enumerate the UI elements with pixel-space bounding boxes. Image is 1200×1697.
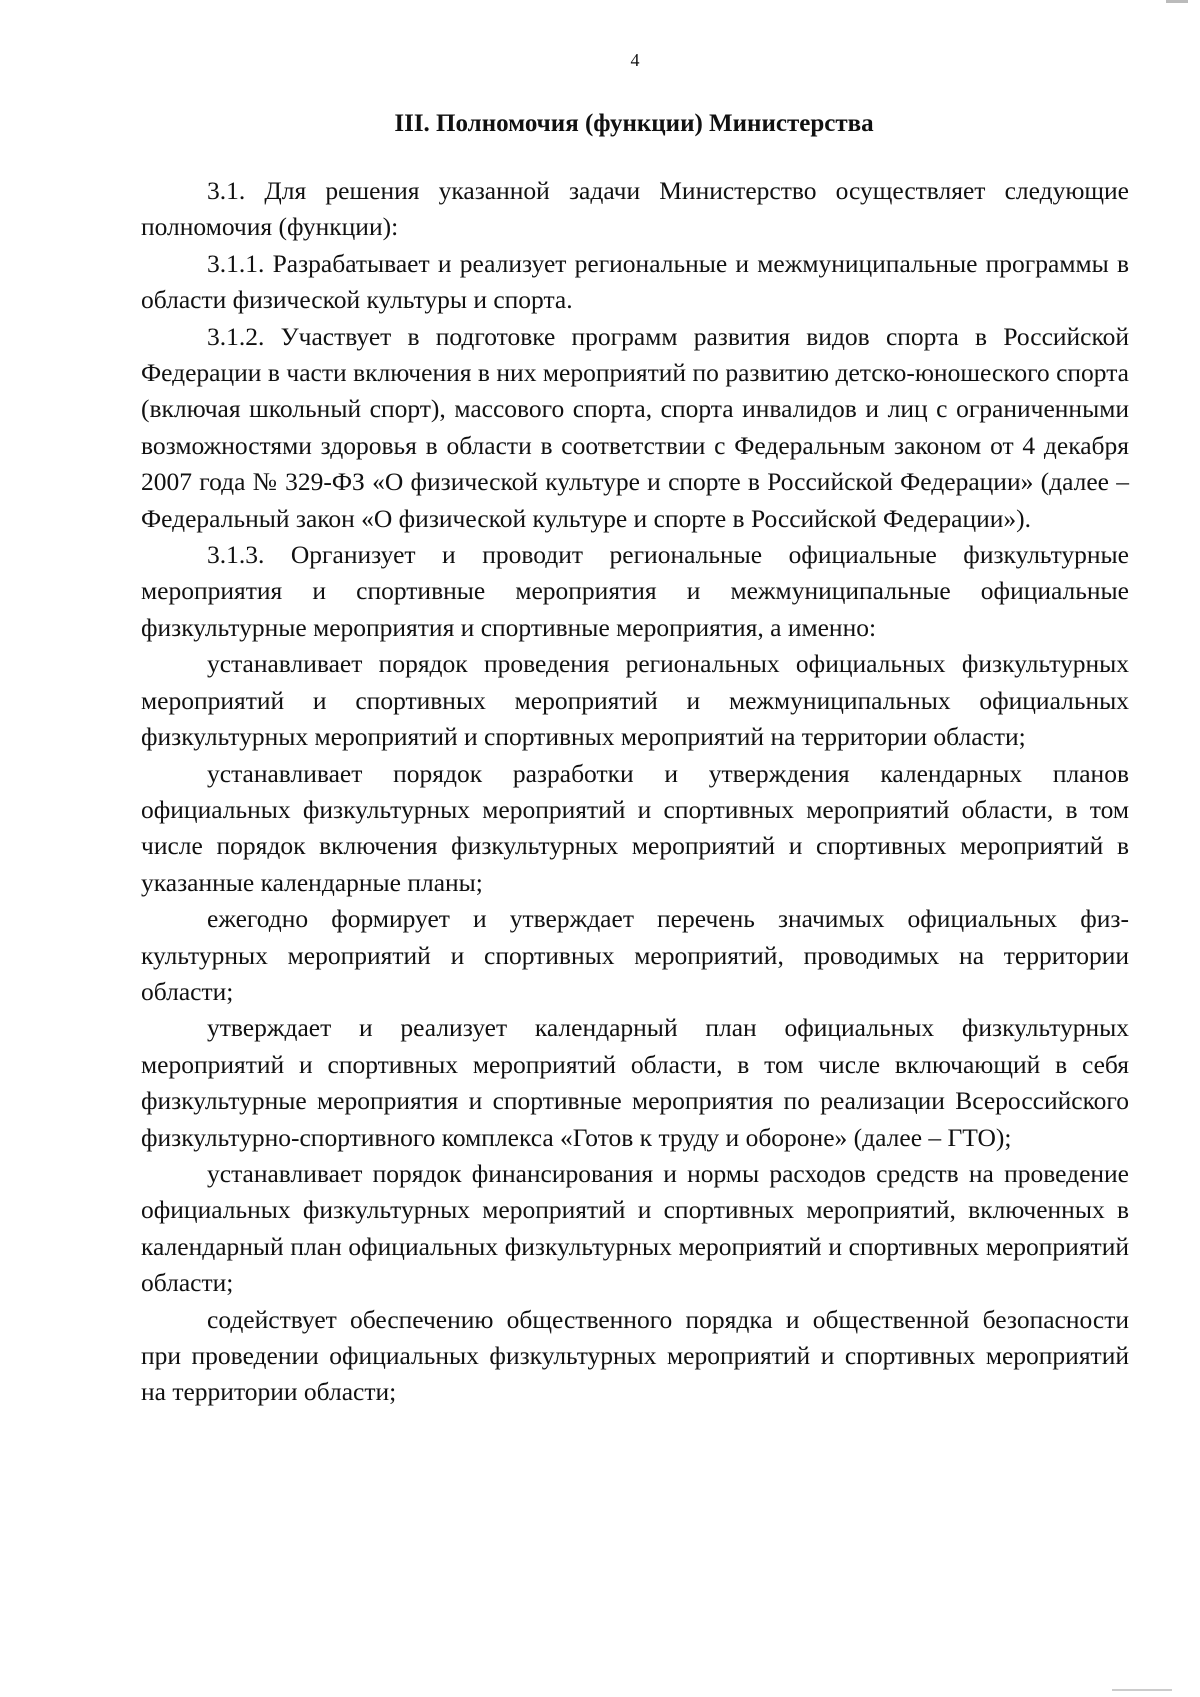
- list-item-procedure-calendar-plans: устанавливает порядок разработки и утверждения календарных планов официальных физкультурных мероприятий и спортивных мероприятий области, в том числе порядок включения физкультурных мероприятий и спортивных мероприятий в указанные календарные планы;: [141, 758, 1129, 897]
- page-number: 4: [630, 50, 640, 70]
- paragraph-3-1: 3.1. Для решения указанной задачи Министерство осуществляет следующие полномочия (функции):: [141, 176, 1129, 242]
- scan-edge-mark-top: [1166, 0, 1188, 3]
- scan-edge-mark-bottom: [1112, 1689, 1172, 1691]
- list-item-annual-list: ежегодно формирует и утверждает перечень значимых официальных физкультурных мероприятий и спортивных мероприятий, проводимых на территории области;: [141, 904, 1129, 1006]
- paragraph-3-1-3: 3.1.3. Организует и проводит региональные официальные физкультурные мероприятия и спортивные мероприятия и межмуниципальные официальные физкультурные мероприятия и спортивные мероприятия, а именно:: [141, 540, 1129, 642]
- section-heading: III. Полномочия (функции) Министерства: [394, 110, 874, 137]
- list-item-calendar-plan-gto: утверждает и реализует календарный план официальных физкультурных мероприятий и спортивных мероприятий области, в том числе включающий в себя физкультурные мероприятия и спортивные мероприятия по реализации Всероссийского физкультурно-спортивного комплекса «Готов к труду и обороне» (далее – ГТО);: [141, 1013, 1129, 1152]
- paragraph-3-1-2: 3.1.2. Участвует в подготовке программ развития видов спорта в Российской Федерации в части включения в них мероприятий по развитию детско-юношеского спорта (включая школьный спорт), массового спорта, спорта инвалидов и лиц с ограниченными возможностями здоровья в области в соответствии с Федеральным законом от 4 декабря 2007 года № 329-ФЗ «О физической культуре и спорте в Российской Федерации» (далее – Федеральный закон «О физической культуре и спорте в Российской Федерации»).: [141, 321, 1129, 533]
- paragraph-3-1-1: 3.1.1. Разрабатывает и реализует региональные и межмуниципальные программы в области физической культуры и спорта.: [141, 248, 1129, 315]
- list-item-procedure-regional-events: устанавливает порядок проведения региональных официальных физкультурных мероприятий и спортивных мероприятий и межмуниципальных официальных физкультурных мероприятий и спортивных мероприятий на территории области;: [141, 649, 1129, 752]
- list-item-public-order: содействует обеспечению общественного порядка и общественной безопасности при проведении официальных физкультурных мероприятий и спортивных мероприятий на территории области;: [141, 1304, 1129, 1407]
- document-body: [141, 173, 1129, 1411]
- list-item-financing-procedure: устанавливает порядок финансирования и нормы расходов средств на проведение официальных физкультурных мероприятий и спортивных мероприятий, включенных в календарный план официальных физкультурных мероприятий и спортивных мероприятий области;: [141, 1158, 1129, 1298]
